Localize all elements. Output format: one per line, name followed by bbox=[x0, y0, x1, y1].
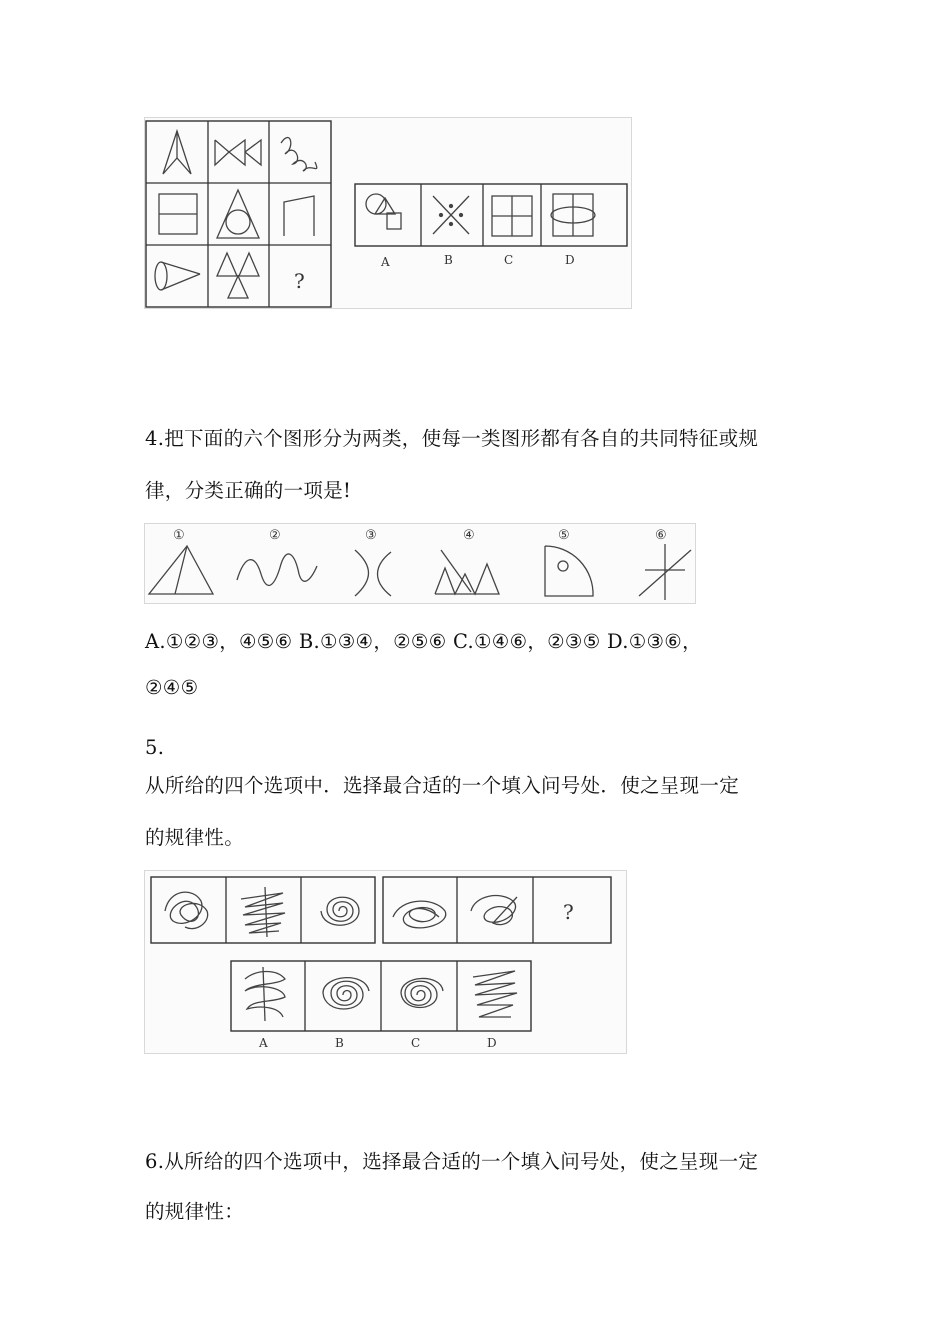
matrix-cell-3-curve-shape bbox=[281, 138, 317, 171]
shape-2-wave bbox=[237, 554, 317, 585]
scribble-4 bbox=[393, 901, 446, 928]
shape-5-quarter-circle bbox=[545, 546, 593, 596]
options-strip-outline bbox=[355, 184, 627, 246]
scribble-option-c bbox=[401, 978, 443, 1007]
q4-options-line2: ②④⑤ bbox=[145, 676, 199, 699]
scribbles-question-mark: ? bbox=[563, 900, 574, 924]
figure-scribbles bbox=[144, 870, 627, 1054]
q6-stem-line1: 6.从所给的四个选项中，选择最合适的一个填入问号处，使之呈现一定 bbox=[145, 1150, 759, 1173]
scribble-option-a-label: A bbox=[259, 1036, 268, 1050]
q6-stem-line2: 的规律性： bbox=[145, 1200, 245, 1223]
q5-stem-line1: 从所给的四个选项中．选择最合适的一个填入问号处．使之呈现一定 bbox=[145, 774, 740, 797]
shape-4-peaks bbox=[435, 564, 499, 594]
option-a-label: A bbox=[381, 255, 390, 269]
matrix-cell-6-letter-shape bbox=[284, 196, 314, 236]
scribble-2 bbox=[241, 893, 285, 933]
matrix-cell-1-arrow-shape bbox=[163, 131, 191, 174]
matrix-cell-8-triangles-shape bbox=[217, 253, 259, 298]
option-d-label: D bbox=[565, 253, 575, 267]
option-c-label: C bbox=[504, 253, 514, 267]
matrix-cell-7-cone-shape bbox=[155, 262, 200, 290]
shape-number-2: ② bbox=[269, 528, 281, 543]
shape-6-lines bbox=[639, 544, 691, 600]
option-b-shape bbox=[433, 196, 469, 234]
figure-3x3-matrix bbox=[144, 117, 632, 309]
matrix-cell-2-bowtie-shape bbox=[215, 140, 261, 165]
scribble-1 bbox=[165, 892, 208, 928]
scribble-option-b bbox=[323, 978, 369, 1009]
matrix-cell-4-square-shape bbox=[159, 194, 197, 234]
scribble-5 bbox=[471, 896, 517, 925]
option-c-shape bbox=[492, 196, 532, 236]
q4-options-line1: A.①②③，④⑤⑥ B.①③④，②⑤⑥ C.①④⑥，②③⑤ D.①③⑥， bbox=[145, 630, 702, 653]
scribble-option-d bbox=[473, 971, 517, 1017]
scribble-option-d-label: D bbox=[487, 1036, 497, 1050]
scribble-option-b-label: B bbox=[335, 1036, 344, 1050]
shape-3-arcs bbox=[355, 550, 391, 596]
scribble-option-c-label: C bbox=[411, 1036, 421, 1050]
q4-stem-line1: 4.把下面的六个图形分为两类，使每一类图形都有各自的共同特征或规 bbox=[145, 427, 759, 450]
q5-number: 5. bbox=[145, 736, 165, 759]
option-a-shape bbox=[366, 194, 401, 229]
shape-number-3: ③ bbox=[365, 528, 377, 543]
matrix-question-mark: ? bbox=[294, 269, 305, 293]
six-shapes-svg bbox=[145, 524, 695, 603]
scribbles-svg bbox=[145, 871, 626, 1053]
q4-stem-line2: 律，分类正确的一项是! bbox=[145, 479, 352, 502]
figure-six-shapes bbox=[144, 523, 696, 604]
option-d-shape bbox=[551, 194, 595, 236]
question-row-left-outline bbox=[151, 877, 375, 943]
scribble-option-a bbox=[245, 967, 285, 1021]
scribble-3 bbox=[321, 897, 359, 925]
shape-1-triangle bbox=[149, 546, 213, 594]
shape-number-1: ① bbox=[173, 528, 185, 543]
shape-number-6: ⑥ bbox=[655, 528, 667, 543]
question-row-right-outline bbox=[383, 877, 611, 943]
shape-number-5: ⑤ bbox=[558, 528, 570, 543]
shape-number-4: ④ bbox=[463, 528, 475, 543]
matrix-cell-5-triangle-circle-shape bbox=[217, 190, 259, 238]
matrix-figure-svg bbox=[145, 118, 631, 308]
option-b-label: B bbox=[444, 253, 453, 267]
q5-stem-line2: 的规律性。 bbox=[145, 826, 245, 849]
